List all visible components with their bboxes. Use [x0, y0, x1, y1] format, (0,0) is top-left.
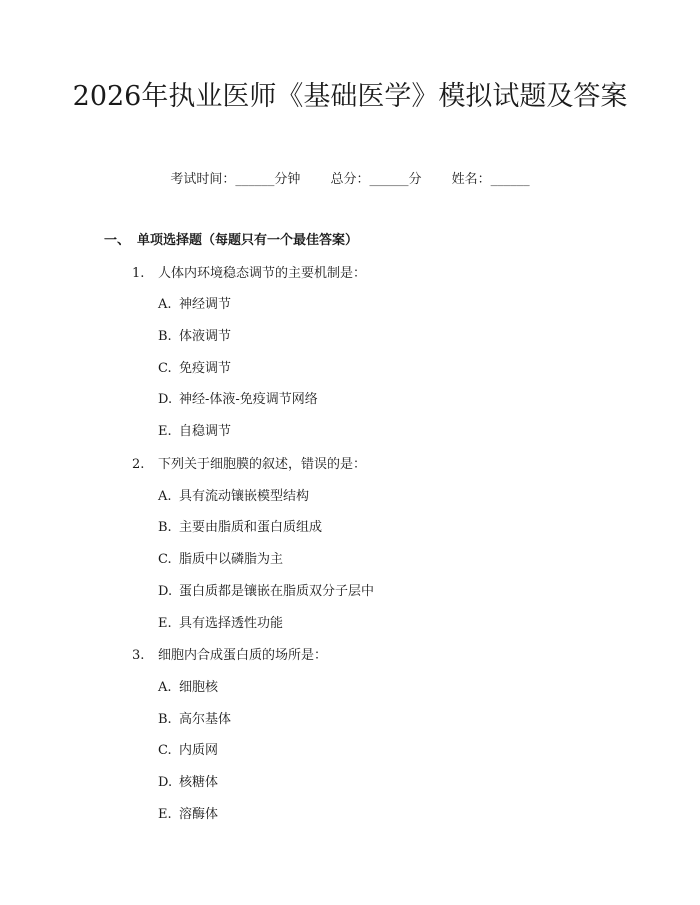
option-text: 蛋白质都是镶嵌在脂质双分子层中	[179, 584, 375, 599]
option-text: 神经-体液-免疫调节网络	[179, 392, 318, 407]
option-letter: C.	[158, 361, 172, 376]
option-3c	[158, 739, 218, 758]
option-3b	[158, 708, 231, 727]
option-2a	[158, 485, 309, 504]
option-letter: D.	[158, 775, 173, 790]
option-1d	[158, 388, 318, 407]
option-letter: D.	[158, 392, 173, 407]
option-text: 主要由脂质和蛋白质组成	[179, 520, 323, 535]
option-letter: A.	[158, 489, 172, 504]
option-text: 脂质中以磷脂为主	[179, 552, 284, 567]
option-letter: C.	[158, 743, 172, 758]
option-2e	[158, 612, 283, 631]
option-3a	[158, 676, 218, 695]
total-score-field: 总分：______分	[330, 172, 422, 187]
option-text: 体液调节	[179, 329, 232, 344]
question-number: 2.	[132, 457, 145, 472]
option-1e	[158, 420, 231, 439]
question-text: 细胞内合成蛋白质的场所是：	[158, 648, 328, 663]
option-2d	[158, 580, 374, 599]
question-number: 3.	[132, 648, 145, 663]
question-1	[132, 262, 366, 281]
section-number: 一、	[104, 233, 131, 248]
option-text: 溶酶体	[179, 807, 219, 822]
option-text: 高尔基体	[179, 712, 232, 727]
exam-time-field: 考试时间：______分钟	[170, 172, 301, 187]
question-3	[132, 644, 327, 663]
question-number: 1.	[132, 266, 145, 281]
option-text: 自稳调节	[179, 424, 232, 439]
option-3d	[158, 771, 218, 790]
document-title: 2026年执业医师《基础医学》模拟试题及答案	[72, 81, 628, 112]
option-1a	[158, 293, 231, 312]
option-letter: B.	[158, 329, 172, 344]
option-letter: A.	[158, 680, 172, 695]
option-2b	[158, 516, 322, 535]
option-letter: D.	[158, 584, 173, 599]
option-letter: E.	[158, 807, 172, 822]
option-letter: B.	[158, 520, 172, 535]
exam-info-line	[0, 168, 700, 187]
question-text: 人体内环境稳态调节的主要机制是：	[158, 266, 367, 281]
option-text: 具有选择透性功能	[179, 616, 284, 631]
option-3e	[158, 803, 218, 822]
option-text: 核糖体	[179, 775, 219, 790]
option-letter: E.	[158, 616, 172, 631]
option-text: 神经调节	[179, 297, 232, 312]
option-1c	[158, 357, 231, 376]
option-letter: E.	[158, 424, 172, 439]
option-letter: C.	[158, 552, 172, 567]
option-letter: A.	[158, 297, 172, 312]
option-text: 内质网	[179, 743, 219, 758]
student-name-field: 姓名：______	[451, 172, 530, 187]
section-title: 单项选择题（每题只有一个最佳答案）	[137, 233, 359, 248]
option-2c	[158, 548, 283, 567]
section-heading	[104, 229, 358, 248]
option-text: 免疫调节	[179, 361, 232, 376]
option-1b	[158, 325, 231, 344]
option-letter: B.	[158, 712, 172, 727]
option-text: 具有流动镶嵌模型结构	[179, 489, 310, 504]
option-text: 细胞核	[179, 680, 219, 695]
question-2	[132, 453, 366, 472]
question-text: 下列关于细胞膜的叙述，错误的是：	[158, 457, 367, 472]
